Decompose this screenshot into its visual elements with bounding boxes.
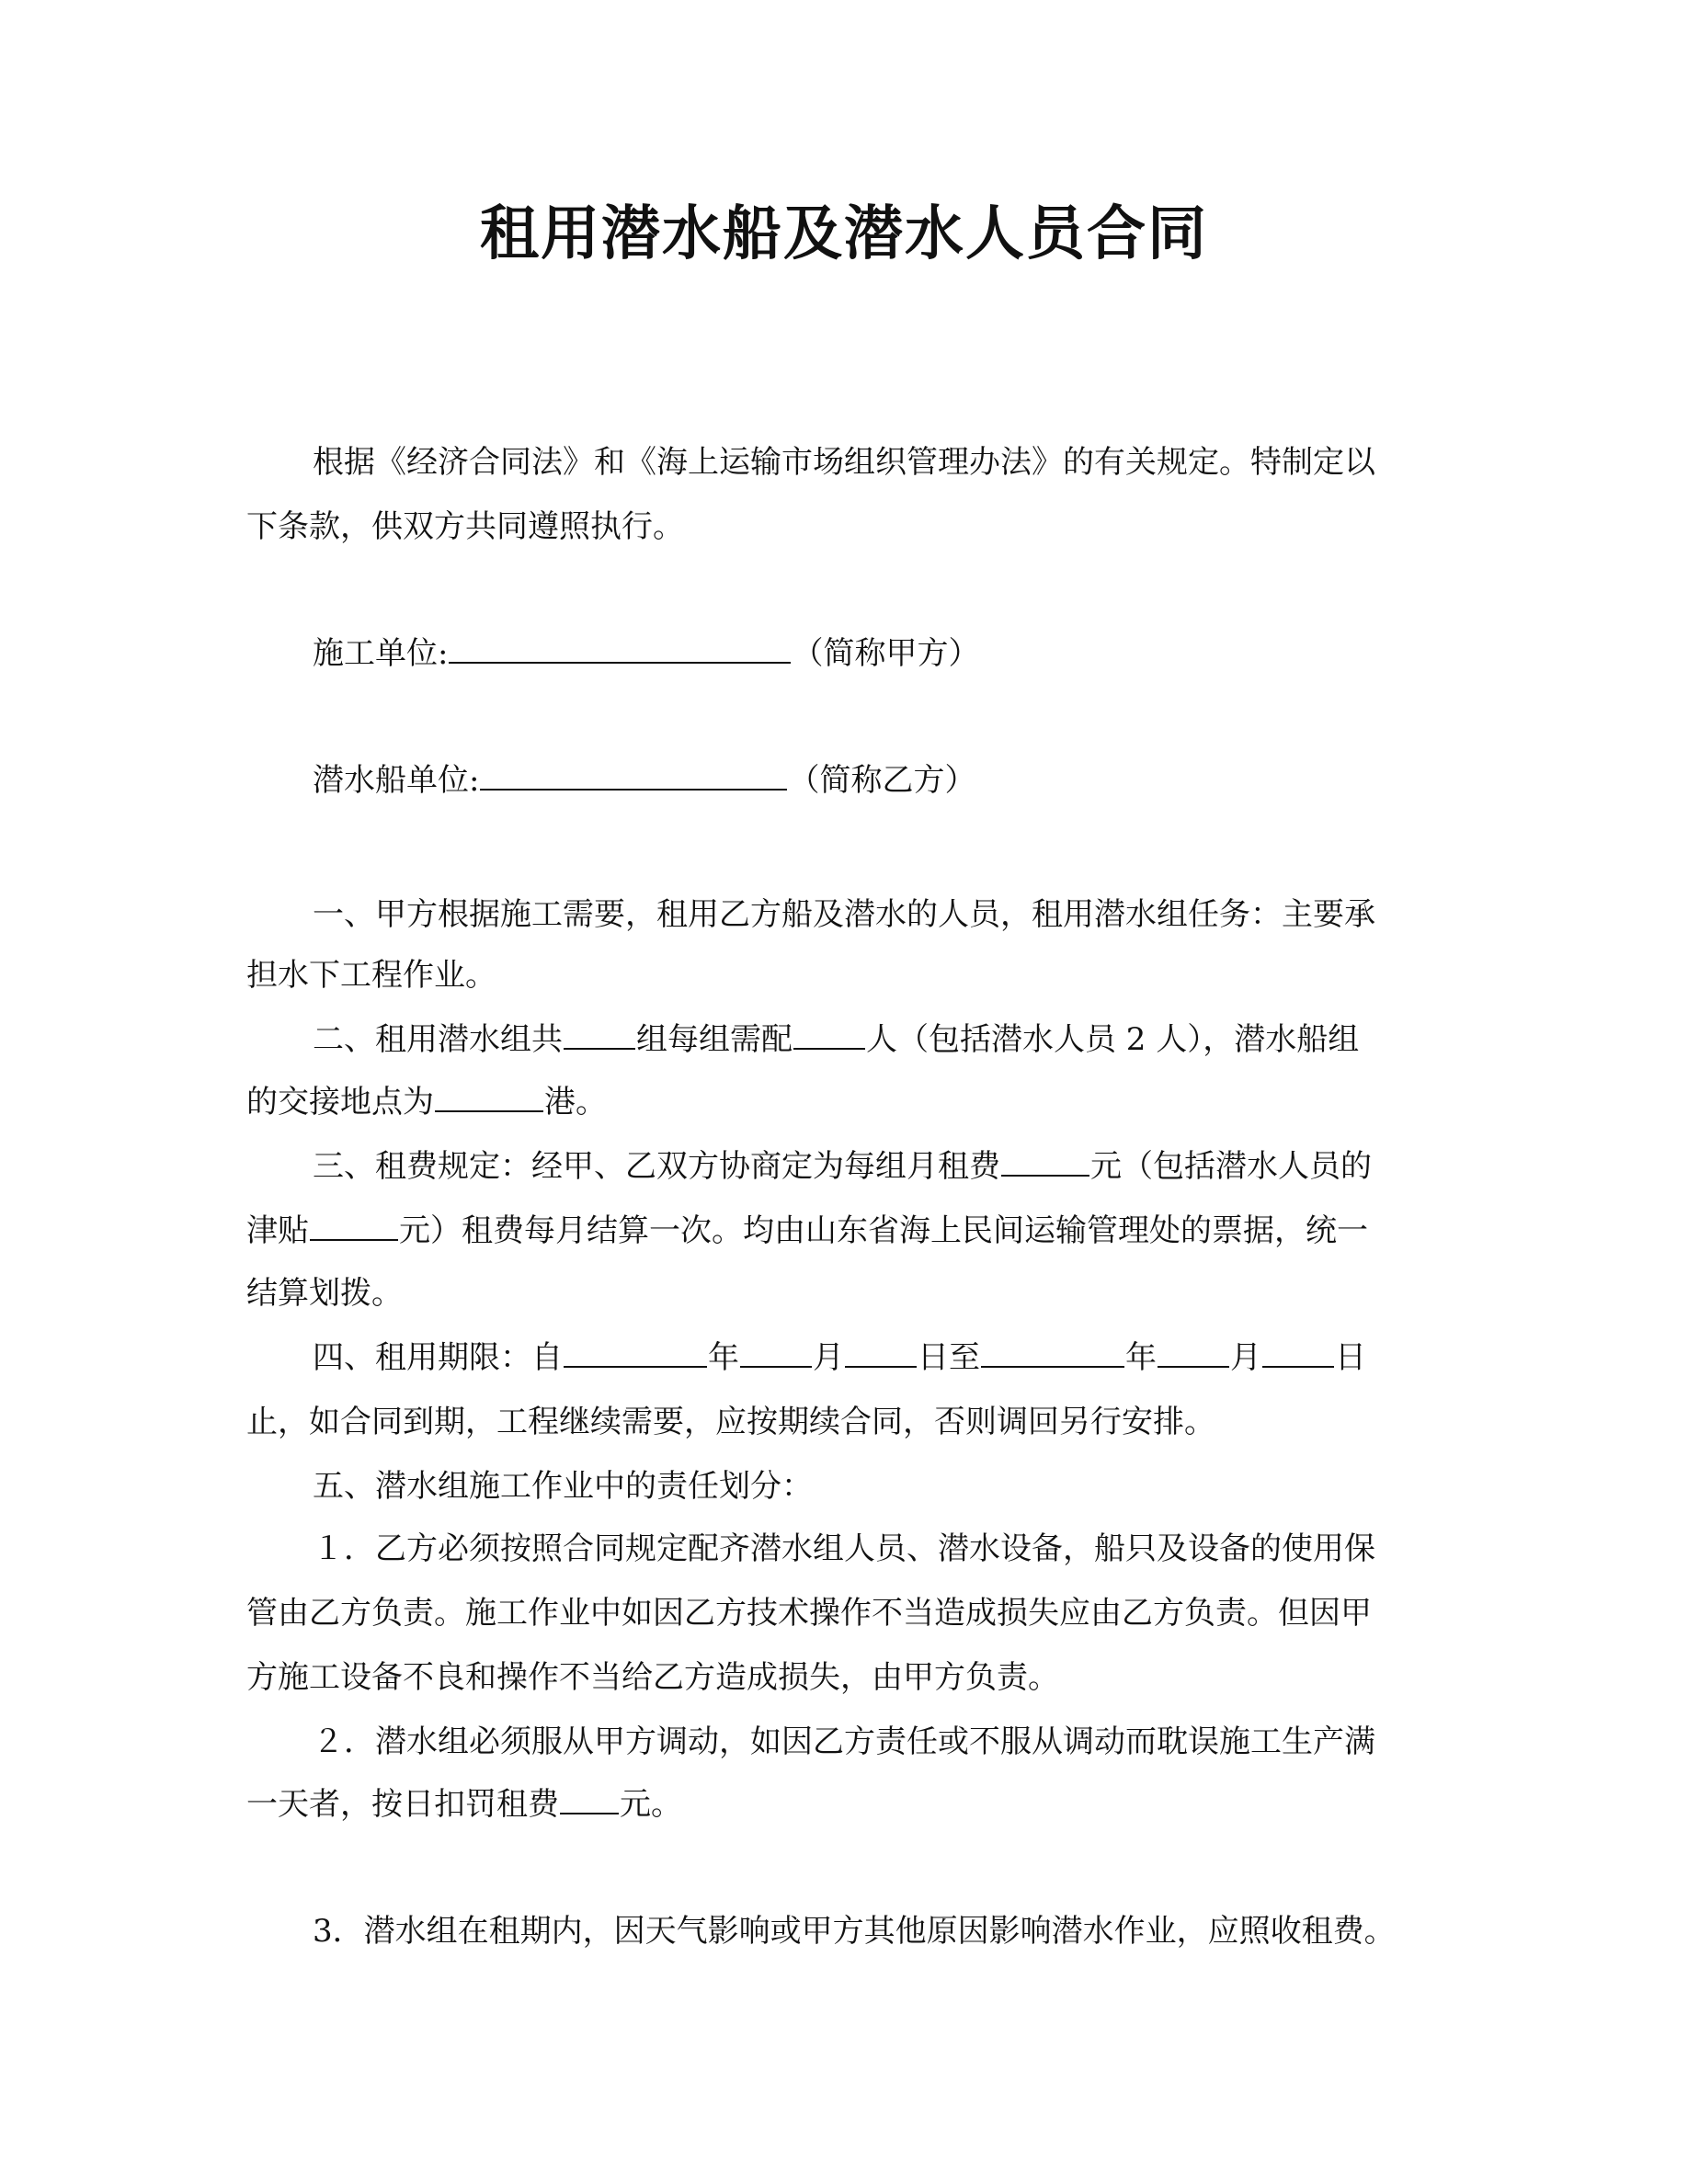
clause-2-text-1: 二、租用潜水组共 [313,1021,563,1058]
clause-2-line-1 [313,1017,1359,1063]
end-day-unit: 日 [1335,1339,1366,1376]
persons-per-group-field[interactable] [793,1017,865,1050]
clause-1-line-2: 担水下工程作业。 [246,957,496,994]
clause-5-item-2-line-2 [246,1781,682,1827]
monthly-rent-field[interactable] [1001,1143,1089,1177]
clause-3-line-1 [313,1143,1372,1189]
handover-port-field[interactable] [435,1079,543,1112]
end-month-unit: 月 [1230,1339,1261,1376]
clause-3-text-3: 津贴 [246,1212,309,1249]
clause-5-item-2-line-1: ２．潜水组必须服从甲方调动，如因乙方责任或不服从调动而耽误施工生产满 [313,1723,1375,1760]
preamble-line-2: 下条款，供双方共同遵照执行。 [246,508,684,545]
penalty-amount-field[interactable] [560,1781,619,1814]
clause-3-line-2 [246,1208,1368,1254]
start-month-unit: 月 [813,1339,844,1376]
end-year-field[interactable] [981,1335,1124,1368]
clause-5-item-1-line-1: １．乙方必须按照合同规定配齐潜水组人员、潜水设备，船只及设备的使用保 [313,1530,1375,1567]
clause-3-line-3: 结算划拨。 [246,1275,403,1312]
document-title: 租用潜水船及潜水人员合同 [480,199,1208,268]
end-month-field[interactable] [1158,1335,1229,1368]
start-month-field[interactable] [740,1335,812,1368]
clause-5-item-1-line-2: 管由乙方负责。施工作业中如因乙方技术操作不当造成损失应由乙方负责。但因甲 [246,1595,1372,1632]
party-b-suffix: （简称乙方） [788,762,976,799]
party-b-line [313,757,975,803]
end-day-field[interactable] [1262,1335,1334,1368]
clause-5-heading: 五、潜水组施工作业中的责任划分： [313,1468,813,1505]
party-a-name-field[interactable] [449,631,791,664]
start-year-unit: 年 [708,1339,739,1376]
clause-5-item-3-line-1: 3．潜水组在租期内，因天气影响或甲方其他原因影响潜水作业，应照收租费。 [313,1913,1396,1950]
clause-3-text-4: 元）租费每月结算一次。均由山东省海上民间运输管理处的票据，统一 [399,1212,1368,1249]
clause-4-text-1: 四、租用期限：自 [313,1339,563,1376]
party-b-label: 潜水船单位: [313,762,480,799]
allowance-field[interactable] [310,1208,398,1241]
clause-2-text-2: 组每组需配 [636,1021,793,1058]
clause-1-line-1: 一、甲方根据施工需要，租用乙方船及潜水的人员，租用潜水组任务：主要承 [313,896,1375,933]
clause-2-text-3: 人（包括潜水人员 2 人），潜水船组 [866,1021,1360,1058]
clause-4-line-2: 止，如合同到期，工程继续需要，应按期续合同，否则调回另行安排。 [246,1404,1215,1440]
start-day-field[interactable] [845,1335,917,1368]
clause-2-line-2 [246,1079,607,1125]
end-year-unit: 年 [1125,1339,1157,1376]
clause-3-text-2: 元（包括潜水人员的 [1090,1148,1372,1185]
clause-2-text-5: 港。 [544,1084,607,1120]
clause-5-item-2-text: 一天者，按日扣罚租费 [246,1786,559,1823]
start-day-unit: 日至 [918,1339,980,1376]
preamble-line-1: 根据《经济合同法》和《海上运输市场组织管理办法》的有关规定。特制定以 [313,444,1375,481]
clause-4-line-1 [313,1335,1366,1381]
clause-2-text-4: 的交接地点为 [246,1084,434,1120]
start-year-field[interactable] [564,1335,707,1368]
group-count-field[interactable] [564,1017,635,1050]
party-b-name-field[interactable] [480,757,787,791]
clause-5-item-2-unit: 元。 [620,1786,682,1823]
party-a-suffix: （简称甲方） [792,635,980,672]
party-a-label: 施工单位: [313,635,449,672]
clause-5-item-1-line-3: 方施工设备不良和操作不当给乙方造成损失，由甲方负责。 [246,1659,1059,1696]
party-a-line [313,631,979,677]
clause-3-text-1: 三、租费规定：经甲、乙双方协商定为每组月租费 [313,1148,1000,1185]
